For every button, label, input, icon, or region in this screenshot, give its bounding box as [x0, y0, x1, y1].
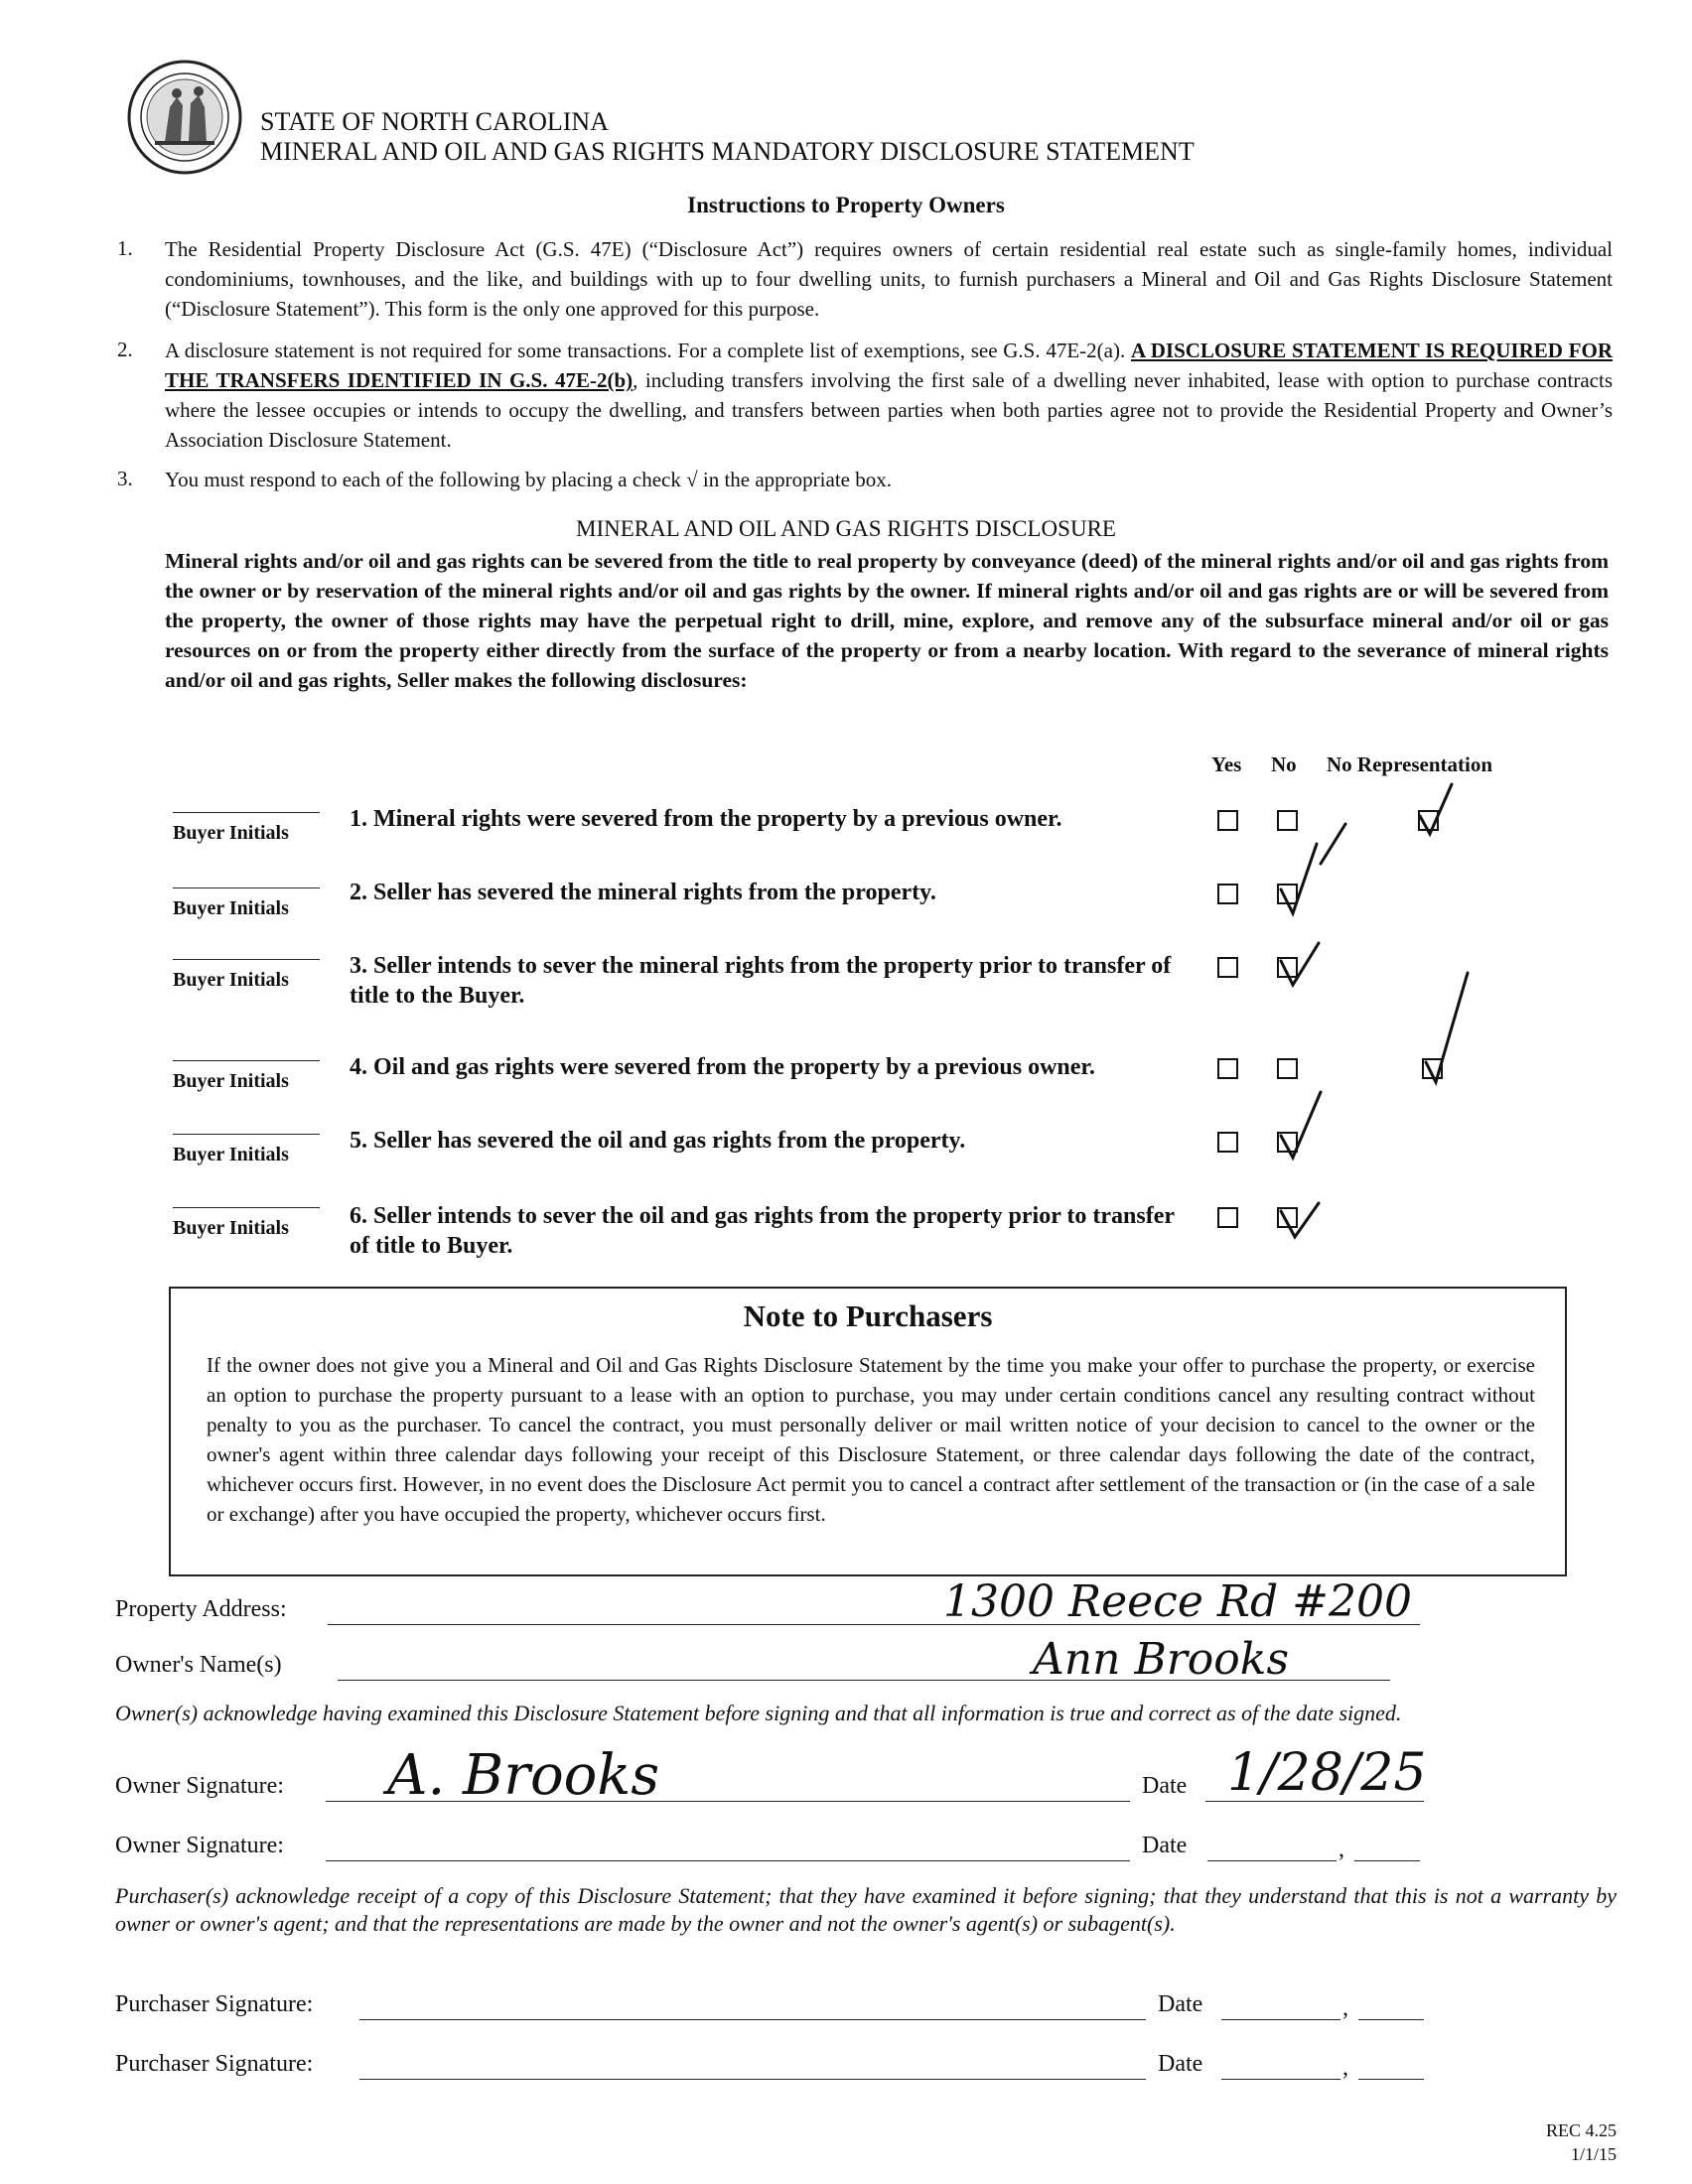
- purchaser-date-2-label: Date: [1158, 2051, 1203, 2077]
- purchaser-acknowledgement: Purchaser(s) acknowledge receipt of a copy of this Disclosure Statement; that they have examined it before signing; that they understand that this is not a warranty by owner or owner's agent; and that the representations are made by the owner and not the owner's agent(s) or subagent(s).: [115, 1883, 1617, 1936]
- instruction-2-required-statement: A DISCLOSURE STATEMENT IS REQUIRED FOR THE TRANSFERS IDENTIFIED IN G.S. 47E-2(b): [165, 339, 1613, 392]
- owner-date-label: Date: [1142, 1773, 1188, 1799]
- buyer-initials-line[interactable]: [173, 1134, 320, 1135]
- instructions-heading: Instructions to Property Owners: [687, 193, 1005, 217]
- yes-checkbox[interactable]: [1217, 884, 1238, 904]
- purchaser-signature-2-line[interactable]: [359, 2079, 1146, 2080]
- nc-real-estate-commission-seal: [125, 58, 244, 177]
- buyer-initials-line[interactable]: [173, 812, 320, 813]
- owner-year-2-line[interactable]: [1354, 1860, 1420, 1861]
- instruction-2-part-c: , including transfers involving the first sale of a dwelling never inhabited, lease with option to purchase contracts where the lessee occupies or intends to occupy the dwelling, and transfers between parties when both parties agree not to provide the Residential Property and Owner’s Association Disclosure Statement.: [165, 368, 1614, 452]
- question-4-text: 4. Oil and gas rights were severed from the property by a previous owner.: [350, 1054, 1095, 1080]
- disclosure-heading: MINERAL AND OIL AND GAS RIGHTS DISCLOSURE: [576, 516, 1116, 541]
- instruction-2-number: 2.: [117, 338, 133, 361]
- buyer-initials-line[interactable]: [173, 887, 320, 888]
- date-comma: ,: [1342, 1995, 1348, 2021]
- instruction-3-text: You must respond to each of the following by placing a check √ in the appropriate box.: [165, 468, 892, 491]
- buyer-initials-label: Buyer Initials: [173, 1217, 289, 1239]
- date-comma: ,: [1342, 2055, 1348, 2081]
- property-address-label: Property Address:: [115, 1596, 287, 1622]
- question-2-text: 2. Seller has severed the mineral rights from the property.: [350, 880, 936, 905]
- instruction-2-part-a: A disclosure statement is not required for some transactions. For a complete list of exemptions, see G.S. 47E-2(a).: [165, 339, 1131, 362]
- column-no-header: No: [1271, 752, 1297, 776]
- purchaser-year-2-line[interactable]: [1358, 2079, 1424, 2080]
- owner-signature-label: Owner Signature:: [115, 1773, 284, 1799]
- question-3-text: 3. Seller intends to sever the mineral rights from the property prior to transfer of title to the Buyer.: [350, 953, 1172, 1009]
- column-no-representation-header: No Representation: [1327, 752, 1493, 776]
- purchaser-signature-line[interactable]: [359, 2019, 1146, 2020]
- form-code: REC 4.25: [1545, 2120, 1617, 2140]
- question-6-text: 6. Seller intends to sever the oil and gas rights from the property prior to transfer of title to Buyer.: [350, 1203, 1175, 1259]
- yes-checkbox[interactable]: [1217, 1058, 1238, 1079]
- column-yes-header: Yes: [1211, 752, 1242, 776]
- no-checkbox[interactable]: [1277, 1207, 1298, 1228]
- no-checkbox[interactable]: [1277, 1058, 1298, 1079]
- form-date: 1/1/15: [1570, 2144, 1617, 2164]
- purchaser-date-line[interactable]: [1221, 2019, 1340, 2020]
- yes-checkbox[interactable]: [1217, 1207, 1238, 1228]
- question-1-text: 1. Mineral rights were severed from the property by a previous owner.: [350, 806, 1062, 832]
- form-state-heading: STATE OF NORTH CAROLINA: [260, 107, 609, 136]
- no-checkbox[interactable]: [1277, 1132, 1298, 1153]
- owner-name-field[interactable]: Ann Brooks: [1033, 1634, 1290, 1685]
- no-checkbox[interactable]: [1277, 884, 1298, 904]
- owner-date-2-label: Date: [1142, 1833, 1188, 1858]
- buyer-initials-label: Buyer Initials: [173, 822, 289, 844]
- owner-date-field[interactable]: 1/28/25: [1227, 1743, 1427, 1803]
- form-title: MINERAL AND OIL AND GAS RIGHTS MANDATORY DISCLOSURE STATEMENT: [260, 137, 1195, 166]
- checkmark-q1-stroke: [1321, 824, 1345, 864]
- buyer-initials-label: Buyer Initials: [173, 969, 289, 991]
- buyer-initials-line[interactable]: [173, 1060, 320, 1061]
- purchaser-date-label: Date: [1158, 1991, 1203, 2017]
- owner-signature-field[interactable]: A. Brooks: [387, 1743, 660, 1808]
- question-5-text: 5. Seller has severed the oil and gas rights from the property.: [350, 1128, 966, 1154]
- purchaser-signature-2-label: Purchaser Signature:: [115, 2051, 314, 2077]
- no-representation-checkbox[interactable]: [1422, 1058, 1443, 1079]
- buyer-initials-line[interactable]: [173, 959, 320, 960]
- owner-name-label: Owner's Name(s): [115, 1652, 282, 1678]
- buyer-initials-label: Buyer Initials: [173, 897, 289, 919]
- note-heading: Note to Purchasers: [743, 1298, 993, 1333]
- instruction-1-number: 1.: [117, 236, 133, 260]
- owner-signature-2-line[interactable]: [326, 1860, 1130, 1861]
- buyer-initials-line[interactable]: [173, 1207, 320, 1208]
- no-representation-checkbox[interactable]: [1418, 810, 1439, 831]
- yes-checkbox[interactable]: [1217, 957, 1238, 978]
- yes-checkbox[interactable]: [1217, 810, 1238, 831]
- no-checkbox[interactable]: [1277, 957, 1298, 978]
- yes-checkbox[interactable]: [1217, 1132, 1238, 1153]
- owner-acknowledgement: Owner(s) acknowledge having examined this Disclosure Statement before signing and that all information is true and correct as of the date signed.: [115, 1701, 1402, 1725]
- buyer-initials-label: Buyer Initials: [173, 1144, 289, 1165]
- purchaser-year-line[interactable]: [1358, 2019, 1424, 2020]
- instruction-1-text: The Residential Property Disclosure Act (G.S. 47E) (“Disclosure Act”) requires owners of certain residential real estate such as single-family homes, individual condominiums, townhouses, and the like, and buildings with up to four dwelling units, to furnish purchasers a Mineral and Oil and Gas Rights Disclosure Statement (“Disclosure Statement”). This form is the only one approved for this purpose.: [165, 237, 1613, 321]
- owner-signature-2-label: Owner Signature:: [115, 1833, 284, 1858]
- date-comma: ,: [1339, 1837, 1344, 1862]
- owner-date-2-line[interactable]: [1207, 1860, 1337, 1861]
- no-checkbox[interactable]: [1277, 810, 1298, 831]
- disclosure-body: Mineral rights and/or oil and gas rights can be severed from the title to real property by conveyance (deed) of the mineral rights and/or oil and gas rights from the owner or by reservation of the mineral rights and/or oil and gas rights by the owner. If mineral rights and/or oil and gas rights are or will be severed from the property, the owner of those rights may have the perpetual right to drill, mine, explore, and remove any of the subsurface mineral and/or oil or gas resources on or from the property either directly from the surface of the property or from a nearby location. With regard to the severance of mineral rights and/or oil and gas rights, Seller makes the following disclosures:: [165, 549, 1609, 692]
- note-body: If the owner does not give you a Mineral and Oil and Gas Rights Disclosure Statement by the time you make your offer to purchase the property, or exercise an option to purchase the property pursuant to a lease with an option to purchase, you may under certain conditions cancel any resulting contract without penalty to you as the purchaser. To cancel the contract, you must personally deliver or mail written notice of your decision to cancel to the owner or the owner's agent within three calendar days following your receipt of this Disclosure Statement, or three calendar days following the date of the contract, whichever occurs first. However, in no event does the Disclosure Act permit you to cancel a contract after settlement of the transaction or (in the case of a sale or exchange) after you have occupied the property, whichever occurs first.: [207, 1353, 1535, 1526]
- instruction-3-number: 3.: [117, 467, 133, 490]
- instruction-2-text: [165, 336, 1613, 455]
- note-to-purchasers-box: [169, 1287, 1567, 1576]
- property-address-field[interactable]: 1300 Reece Rd #200: [943, 1576, 1412, 1627]
- buyer-initials-label: Buyer Initials: [173, 1070, 289, 1092]
- purchaser-date-2-line[interactable]: [1221, 2079, 1340, 2080]
- purchaser-signature-label: Purchaser Signature:: [115, 1991, 314, 2017]
